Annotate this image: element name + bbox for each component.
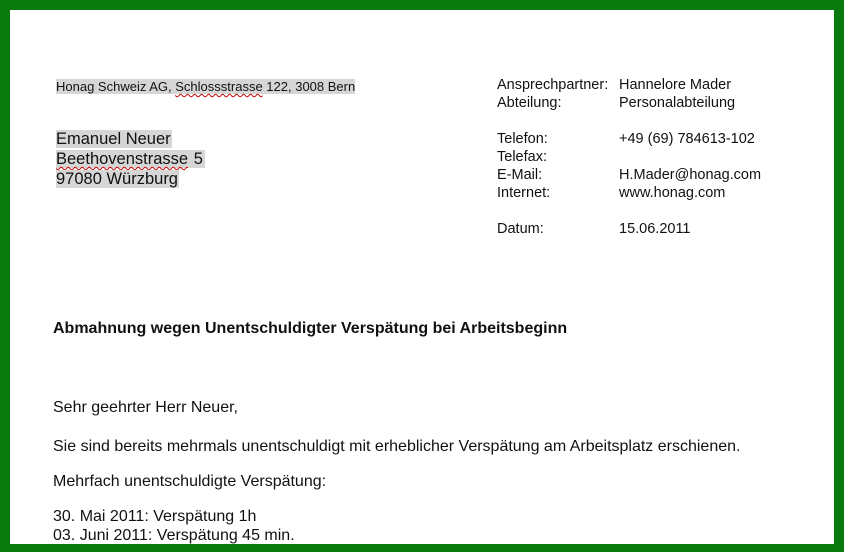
internet-value: www.honag.com bbox=[619, 185, 726, 201]
ansprechpartner-label: Ansprechpartner: bbox=[497, 77, 609, 93]
contact-row-ansprechpartner bbox=[497, 76, 761, 94]
sender-street: Schlossstrasse bbox=[175, 79, 263, 94]
contact-row-internet bbox=[497, 184, 761, 202]
contact-row-abteilung bbox=[497, 94, 761, 112]
recipient-address bbox=[56, 129, 205, 189]
telefon-label: Telefon: bbox=[497, 131, 548, 147]
sender-company: Honag Schweiz AG, bbox=[56, 79, 172, 94]
recipient-city: 97080 Würzburg bbox=[56, 170, 178, 188]
telefon-value: +49 (69) 784613-102 bbox=[619, 131, 755, 147]
abteilung-label: Abteilung: bbox=[497, 95, 562, 111]
list-item: 03. Juni 2011: Verspätung 45 min. bbox=[53, 527, 295, 544]
list-item: 30. Mai 2011: Verspätung 1h bbox=[53, 508, 257, 525]
contact-info-block bbox=[497, 76, 761, 238]
recipient-name: Emanuel Neuer bbox=[56, 130, 171, 148]
letter-greeting: Sehr geehrter Herr Neuer, bbox=[53, 399, 238, 416]
letter-paragraph-1: Sie sind bereits mehrmals unentschuldigt mit erheblicher Verspätung am Arbeitsplatz erschienen. bbox=[53, 438, 741, 455]
sender-address-line bbox=[56, 79, 355, 94]
sender-address-rest: 122, 3008 Bern bbox=[266, 79, 356, 94]
letter-list-intro: Mehrfach unentschuldigte Verspätung: bbox=[53, 473, 327, 490]
telefax-label: Telefax: bbox=[497, 149, 547, 165]
document-page bbox=[10, 10, 834, 544]
ansprechpartner-value: Hannelore Mader bbox=[619, 77, 732, 93]
recipient-street-name: Beethovenstrasse bbox=[56, 150, 189, 168]
internet-label: Internet: bbox=[497, 185, 551, 201]
contact-row-telefax bbox=[497, 148, 761, 166]
contact-row-datum bbox=[497, 220, 761, 238]
datum-value: 15.06.2011 bbox=[619, 221, 691, 237]
email-label: E-Mail: bbox=[497, 167, 543, 183]
datum-label: Datum: bbox=[497, 221, 544, 237]
recipient-street bbox=[56, 150, 205, 168]
abteilung-value: Personalabteilung bbox=[619, 95, 736, 111]
contact-row-telefon bbox=[497, 130, 761, 148]
letter-subject: Abmahnung wegen Unentschuldigter Verspätung bei Arbeitsbeginn bbox=[53, 320, 568, 337]
recipient-street-number: 5 bbox=[193, 150, 203, 168]
email-value: H.Mader@honag.com bbox=[619, 167, 762, 183]
contact-row-email bbox=[497, 166, 761, 184]
